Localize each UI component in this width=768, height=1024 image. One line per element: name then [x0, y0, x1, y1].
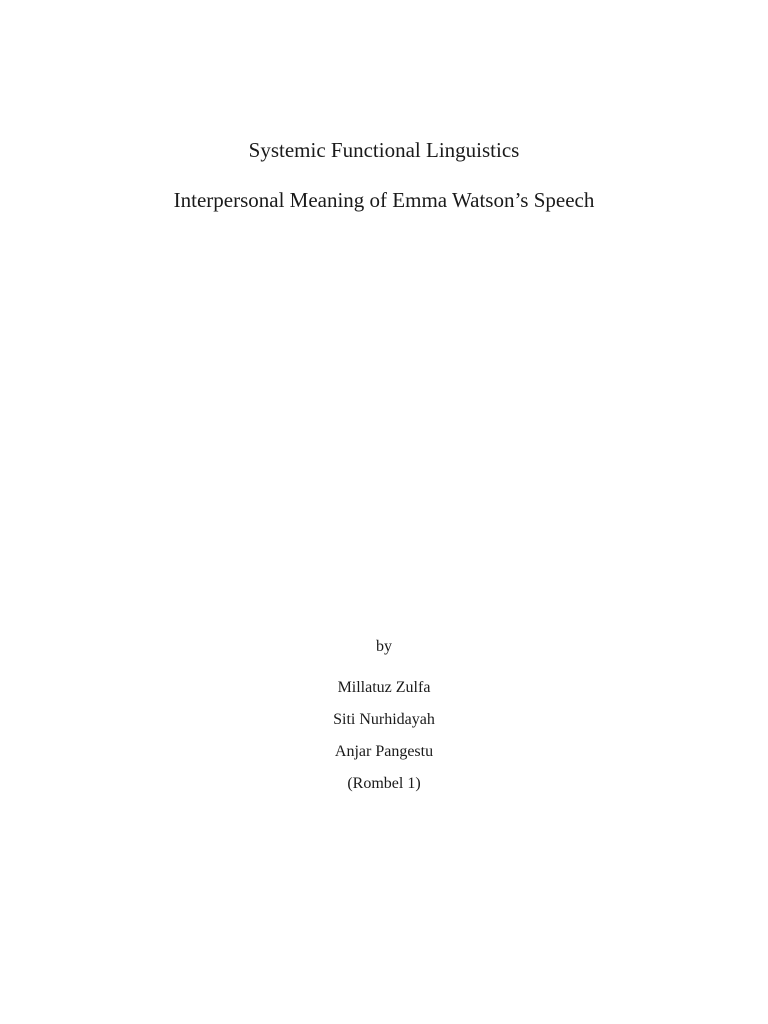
- document-subtitle: Interpersonal Meaning of Emma Watson’s Speech: [173, 188, 595, 212]
- group-label: (Rombel 1): [347, 775, 421, 792]
- author-name: Siti Nurhidayah: [333, 711, 435, 728]
- by-label: by: [376, 638, 392, 655]
- author-name: Anjar Pangestu: [334, 743, 434, 760]
- author-name: Millatuz Zulfa: [337, 679, 431, 696]
- document-title: Systemic Functional Linguistics: [248, 138, 520, 162]
